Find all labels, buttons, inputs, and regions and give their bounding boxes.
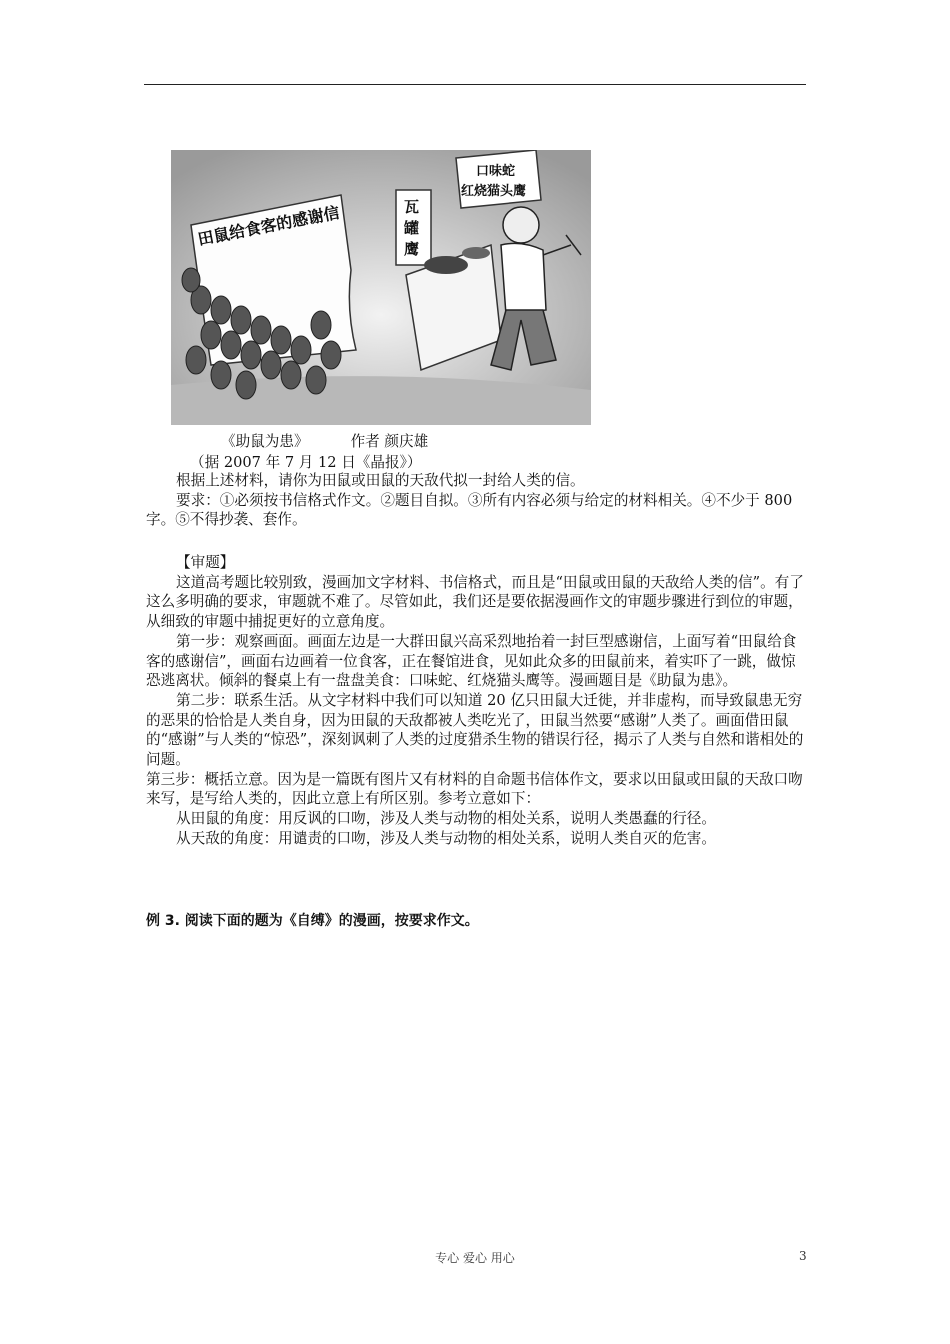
sign-right-line-2: 红烧猫头鹰	[461, 184, 527, 199]
sign-left-char-1: 瓦	[404, 198, 420, 216]
analysis-step-3: 第三步：概括立意。因为是一篇既有图片又有材料的自命题书信体作文，要求以田鼠或田鼠的天敌口吻来写，是写给人类的，因此立意上有所区别。参考立意如下：	[146, 770, 803, 808]
analysis-step-2: 第二步：联系生活。从文字材料中我们可以知道 20 亿只田鼠大迁徙，并非虚构，而导致鼠患无穷的恶果的恰恰是人类自身，因为田鼠的天敌都被人类吃光了，田鼠当然要“感谢”人类了。画面借田鼠的“感谢”与人类的“惊恐”，深刻讽刺了人类的过度猎杀生物的错误行径，揭示了人类与自然和谐相处的问题。	[146, 691, 804, 769]
header-rule	[144, 84, 806, 85]
sign-right-line-1: 口味蛇	[476, 164, 516, 179]
angle-enemy: 从天敌的角度：用谴责的口吻，涉及人类与动物的相处关系，说明人类自灭的危害。	[176, 829, 716, 847]
caption-author: 作者 颜庆雄	[350, 433, 429, 450]
sign-right	[456, 150, 541, 208]
prompt-task: 根据上述材料，请你为田鼠或田鼠的天敌代拟一封给人类的信。	[176, 472, 585, 489]
page-number: 3	[799, 1249, 807, 1263]
sign-left-char-3: 鹰	[404, 240, 420, 258]
cartoon-source: （据 2007 年 7 月 12 日《晶报》）	[190, 454, 422, 471]
caption-title: 《助鼠为患》	[221, 433, 309, 450]
analysis-block	[146, 553, 808, 849]
cartoon-image	[171, 150, 591, 425]
footer-slogan: 专心 爱心 用心	[435, 1251, 515, 1265]
sign-left	[396, 190, 431, 265]
banner-text: 田鼠给食客的感谢信	[196, 202, 342, 249]
analysis-step-1: 第一步：观察画面。画面左边是一大群田鼠兴高采烈地抬着一封巨型感谢信，上面写着“田鼠给食客的感谢信”，画面右边画着一位食客，正在餐馆进食，见如此众多的田鼠前来，着实吓了一跳，做惊恐逃离状。倾斜的餐桌上有一盘盘美食：口味蛇、红烧猫头鹰等。漫画题目是《助鼠为患》。	[146, 632, 797, 690]
sign-left-char-2: 罐	[404, 219, 420, 237]
analysis-heading: 【审题】	[176, 554, 235, 571]
prompt-block	[146, 471, 808, 530]
angle-mouse: 从田鼠的角度：用反讽的口吻，涉及人类与动物的相处关系，说明人类愚蠢的行径。	[176, 810, 716, 828]
cartoon-caption	[221, 430, 428, 451]
analysis-intro: 这道高考题比较别致，漫画加文字材料、书信格式，而且是“田鼠或田鼠的天敌给人类的信”。有了这么多明确的要求，审题就不难了。尽管如此，我们还是要依据漫画作文的审题步骤进行到位的审题，从细致的审题中捕捉更好的立意角度。	[146, 573, 804, 631]
prompt-requirements: 要求：①必须按书信格式作文。②题目自拟。③所有内容必须与给定的材料相关。④不少于 800 字。⑤不得抄袭、套作。	[146, 491, 793, 529]
example-3-heading: 例 3. 阅读下面的题为《自缚》的漫画，按要求作文。	[146, 913, 479, 929]
